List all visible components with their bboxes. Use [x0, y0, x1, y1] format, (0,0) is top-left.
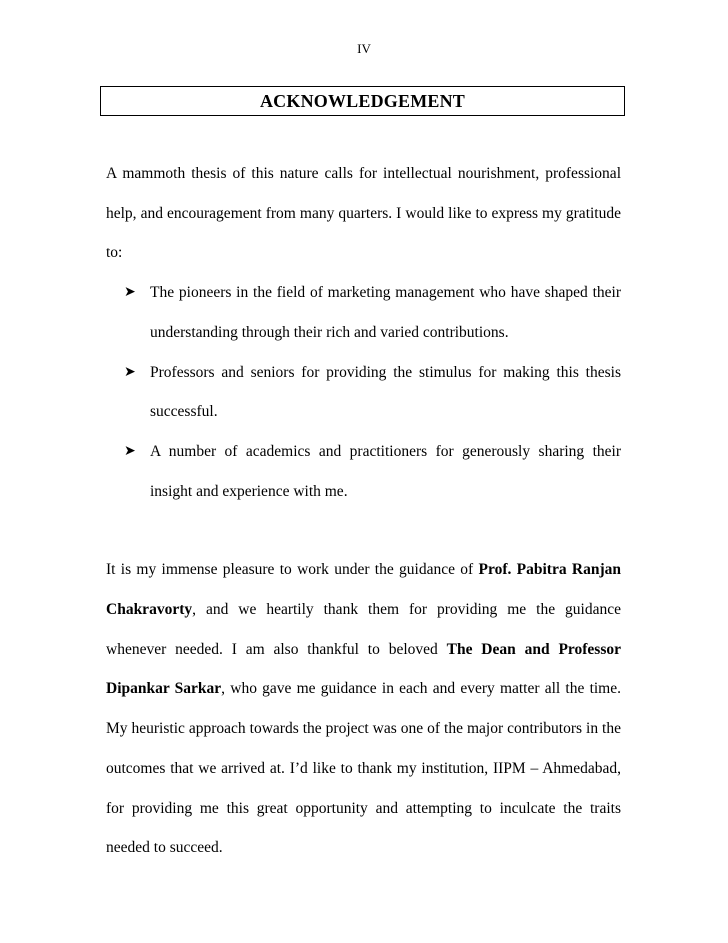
paragraph-text: , who gave me guidance in each and every matter all the time. My heuristic approach towards the project was one of the major contributors in the outcomes that we arrived at. I’d like to thank my institution, IIPM – Ahmedabad, for providing me this great opportunity and attempting to inculcate the traits needed to succeed. — [106, 680, 621, 857]
list-item-text: A number of academics and practitioners for generously sharing their insight and experience with me. — [150, 442, 621, 500]
arrowhead-bullet-icon: ➤ — [124, 443, 136, 459]
list-item-text: Professors and seniors for providing the stimulus for making this thesis successful. — [150, 363, 621, 421]
guide-name: Prof. Pabitra Ranjan Chakravorty — [106, 561, 621, 619]
intro-paragraph: A mammoth thesis of this nature calls for intellectual nourishment, professional help, and encouragement from many quarters. I would like to express my gratitude to: — [106, 165, 621, 262]
title-box — [100, 86, 625, 116]
gratitude-list — [106, 273, 621, 511]
arrowhead-bullet-icon: ➤ — [124, 285, 136, 301]
list-item — [106, 353, 621, 432]
paragraph-text: It is my immense pleasure to work under the guidance of — [106, 561, 479, 579]
list-item — [106, 432, 621, 511]
page-title: ACKNOWLEDGEMENT — [259, 90, 466, 111]
list-item-text: The pioneers in the field of marketing management who have shaped their understanding through their rich and varied contributions. — [150, 284, 621, 341]
paragraph-text: , and we heartily thank them for providing me the guidance whenever needed. I am also thankful to beloved — [106, 601, 621, 658]
dean-name: The Dean and Professor Dipankar Sarkar — [106, 640, 621, 698]
arrowhead-bullet-icon: ➤ — [124, 364, 136, 380]
document-body — [106, 154, 621, 868]
list-item — [106, 273, 621, 352]
guidance-paragraph — [106, 550, 621, 868]
page-number: IV — [357, 41, 371, 56]
